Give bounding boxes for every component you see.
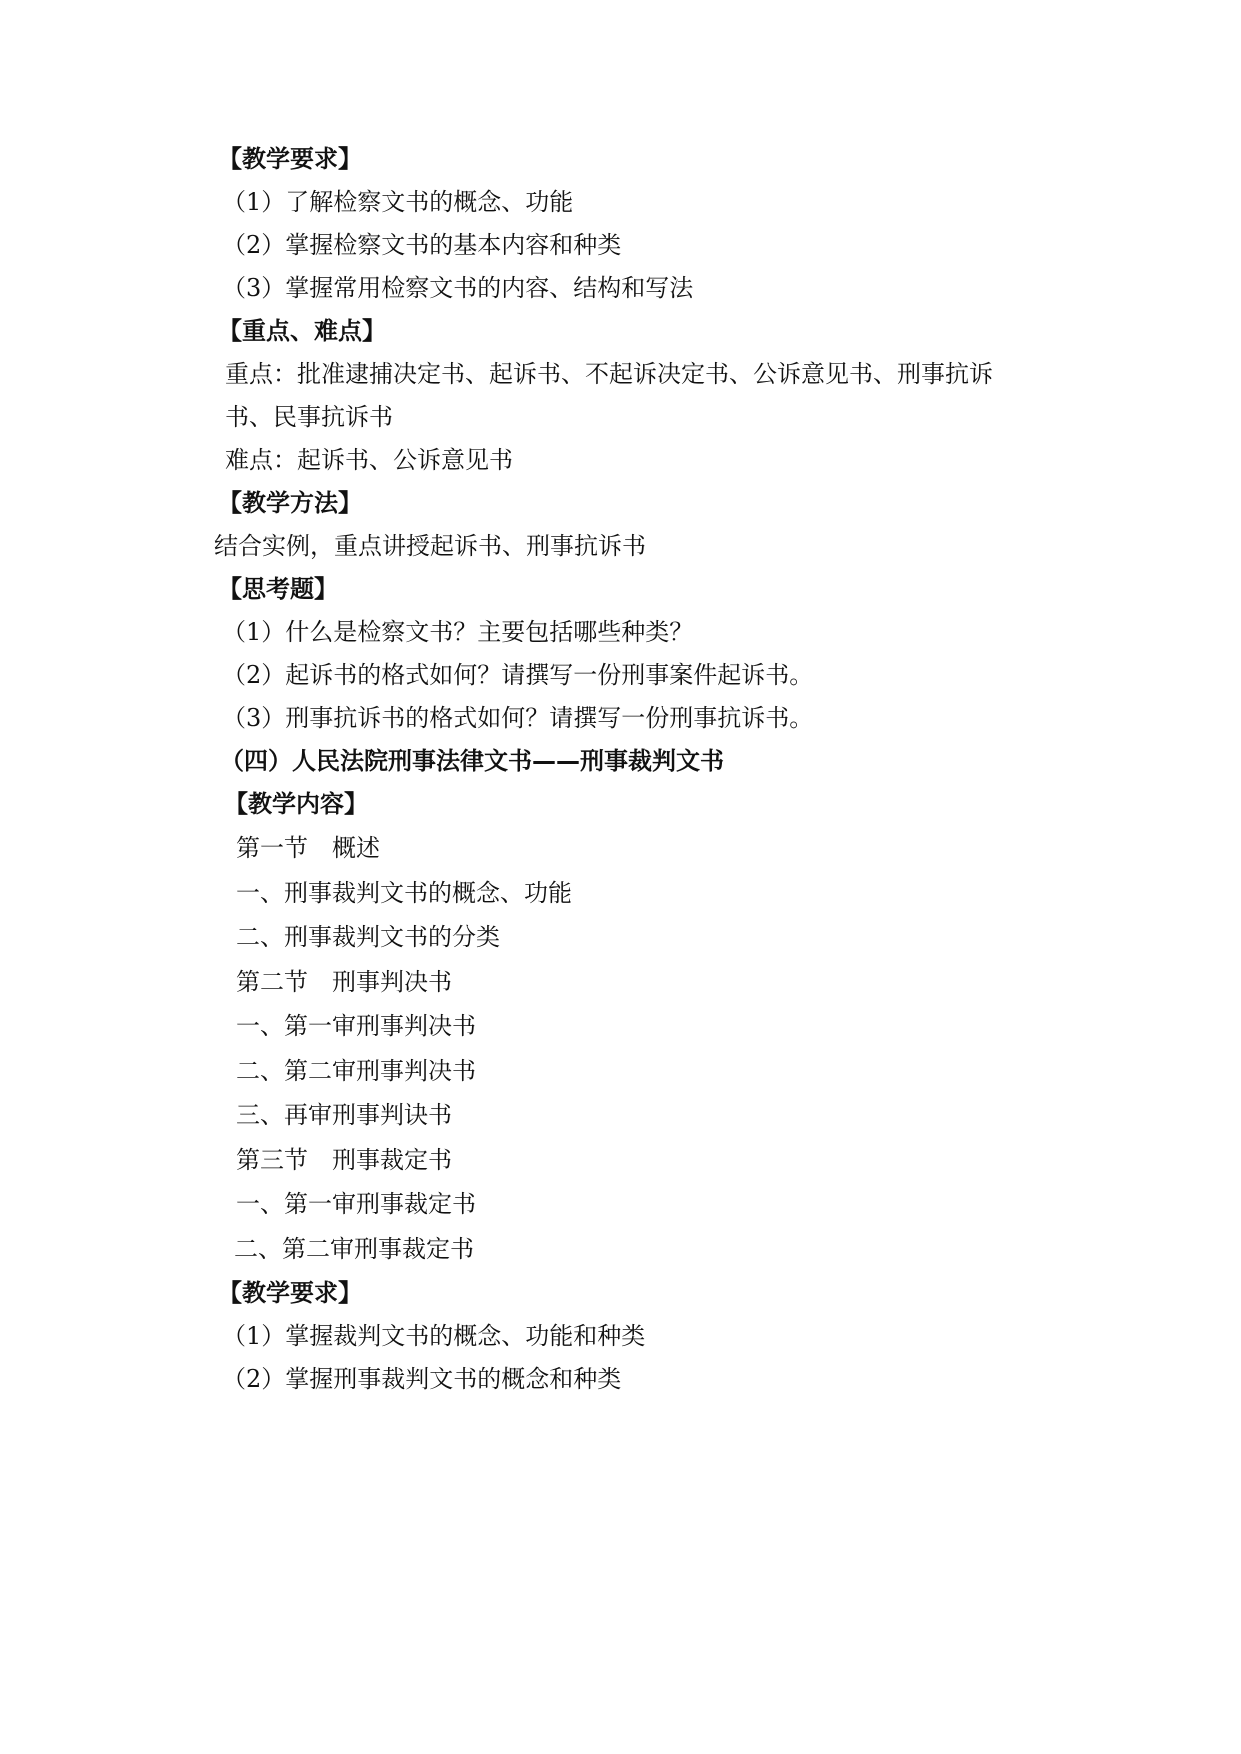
requirement-item: （2）掌握刑事裁判文书的概念和种类: [222, 1365, 622, 1393]
content-item: 二、第二审刑事裁定书: [234, 1235, 474, 1263]
content-item: 二、刑事裁判文书的分类: [236, 923, 500, 951]
heading-teaching-methods: 【教学方法】: [218, 489, 362, 517]
content-item: 一、刑事裁判文书的概念、功能: [236, 879, 572, 907]
heading-key-points: 【重点、难点】: [218, 317, 386, 345]
content-item: 三、再审刑事判诀书: [236, 1101, 452, 1129]
requirement-item: （3）掌握常用检察文书的内容、结构和写法: [222, 274, 694, 302]
question-item: （1）什么是检察文书？主要包括哪些种类？: [222, 618, 694, 646]
content-item: 二、第二审刑事判决书: [236, 1057, 476, 1085]
content-item: 一、第一审刑事裁定书: [236, 1190, 476, 1218]
heading-teaching-requirements-2: 【教学要求】: [218, 1279, 362, 1307]
key-points-line-1: 重点：批准逮捕决定书、起诉书、不起诉决定书、公诉意见书、刑事抗诉: [225, 360, 993, 388]
content-item: 第二节 刑事判决书: [236, 968, 452, 996]
heading-teaching-content: 【教学内容】: [224, 790, 368, 818]
heading-teaching-requirements: 【教学要求】: [218, 145, 362, 173]
heading-questions: 【思考题】: [218, 575, 338, 603]
content-item: 第一节 概述: [236, 834, 380, 862]
requirement-item: （1）掌握裁判文书的概念、功能和种类: [222, 1322, 646, 1350]
content-item: 第三节 刑事裁定书: [236, 1146, 452, 1174]
content-item: 一、第一审刑事判决书: [236, 1012, 476, 1040]
question-item: （3）刑事抗诉书的格式如何？请撰写一份刑事抗诉书。: [222, 704, 814, 732]
methods-text: 结合实例，重点讲授起诉书、刑事抗诉书: [214, 532, 646, 560]
question-item: （2）起诉书的格式如何？请撰写一份刑事案件起诉书。: [222, 661, 814, 689]
requirement-item: （2）掌握检察文书的基本内容和种类: [222, 231, 622, 259]
section-title: （四）人民法院刑事法律文书——刑事裁判文书: [220, 747, 724, 775]
difficulty-line: 难点：起诉书、公诉意见书: [225, 446, 513, 474]
requirement-item: （1）了解检察文书的概念、功能: [222, 188, 574, 216]
key-points-line-2: 书、民事抗诉书: [225, 403, 393, 431]
